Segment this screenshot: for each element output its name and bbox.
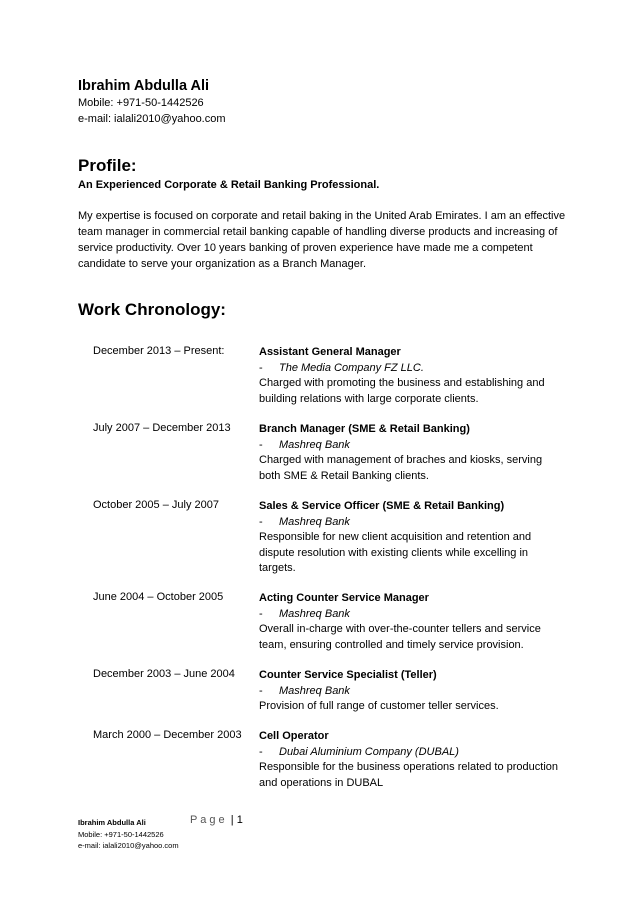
- work-entry-date: December 2003 – June 2004: [93, 668, 235, 680]
- work-entry-date: July 2007 – December 2013: [93, 422, 231, 434]
- job-title: Branch Manager (SME & Retail Banking): [259, 423, 470, 435]
- dash-bullet: -: [259, 607, 263, 620]
- company-line: [259, 361, 564, 377]
- page-number-value: 1: [236, 814, 243, 826]
- company-line: [259, 607, 564, 623]
- job-title: Counter Service Specialist (Teller): [259, 669, 437, 681]
- dash-bullet: -: [259, 745, 263, 758]
- company-name: Mashreq Bank: [279, 438, 350, 451]
- work-entry-details: [259, 668, 564, 715]
- work-entry-date: June 2004 – October 2005: [93, 591, 224, 603]
- work-entry-details: [259, 422, 564, 484]
- company-name: Mashreq Bank: [279, 684, 350, 697]
- footer-email: e-mail: ialali2010@yahoo.com: [78, 841, 179, 850]
- company-line: [259, 438, 564, 454]
- footer-name: Ibrahim Abdulla Ali: [78, 818, 146, 827]
- company-line: [259, 745, 564, 761]
- job-description: Charged with promoting the business and establishing and building relations with large corporate clients.: [259, 377, 545, 405]
- page-footer: [78, 817, 179, 852]
- job-description: Responsible for the business operations related to production and operations in DUBAL: [259, 761, 559, 789]
- company-name: Mashreq Bank: [279, 607, 350, 620]
- work-entry-details: [259, 729, 564, 791]
- job-description: Responsible for new client acquisition and retention and dispute resolution with existing clients while excelling in targets.: [259, 531, 532, 574]
- footer-mobile: Mobile: +971-50-1442526: [78, 829, 164, 839]
- company-line: [259, 515, 564, 531]
- job-title: Assistant General Manager: [259, 346, 401, 358]
- contact-mobile: Mobile: +971-50-1442526: [78, 97, 204, 109]
- job-title: Cell Operator: [259, 730, 329, 742]
- job-description: Overall in-charge with over-the-counter tellers and service team, ensuring controlled and timely service provision.: [259, 623, 541, 651]
- dash-bullet: -: [259, 438, 263, 451]
- page-label: P a g e: [190, 814, 225, 826]
- work-entry-details: [259, 499, 564, 577]
- work-entry-date: March 2000 – December 2003: [93, 729, 242, 741]
- job-description: Provision of full range of customer teller services.: [259, 700, 499, 712]
- profile-subtitle: An Experienced Corporate & Retail Banking Professional.: [78, 179, 380, 191]
- dash-bullet: -: [259, 515, 263, 528]
- company-name: Dubai Aluminium Company (DUBAL): [279, 745, 459, 758]
- job-title: Acting Counter Service Manager: [259, 592, 429, 604]
- candidate-name: Ibrahim Abdulla Ali: [78, 78, 210, 94]
- company-name: The Media Company FZ LLC.: [279, 361, 424, 374]
- work-entry-details: [259, 591, 564, 653]
- page-separator: |: [230, 814, 234, 826]
- page-number: [190, 814, 243, 826]
- company-line: [259, 684, 564, 700]
- company-name: Mashreq Bank: [279, 515, 350, 528]
- dash-bullet: -: [259, 361, 263, 374]
- work-entry-details: [259, 345, 564, 407]
- work-chronology-heading: Work Chronology:: [78, 300, 226, 319]
- profile-heading: Profile:: [78, 156, 137, 175]
- profile-summary: My expertise is focused on corporate and retail baking in the United Arab Emirates. I am an effective team manager in commercial retail banking capable of handling diverse products and increasing of service productivity. Over 10 years banking of proven experience have made me a competent candidate to serve your organization as a Branch Manager.: [78, 210, 566, 270]
- work-entry-date: December 2013 – Present:: [93, 345, 225, 357]
- contact-email: e-mail: ialali2010@yahoo.com: [78, 113, 226, 125]
- job-description: Charged with management of braches and kiosks, serving both SME & Retail Banking clients.: [259, 454, 543, 482]
- job-title: Sales & Service Officer (SME & Retail Banking): [259, 500, 505, 512]
- dash-bullet: -: [259, 684, 263, 697]
- work-entry-date: October 2005 – July 2007: [93, 499, 219, 511]
